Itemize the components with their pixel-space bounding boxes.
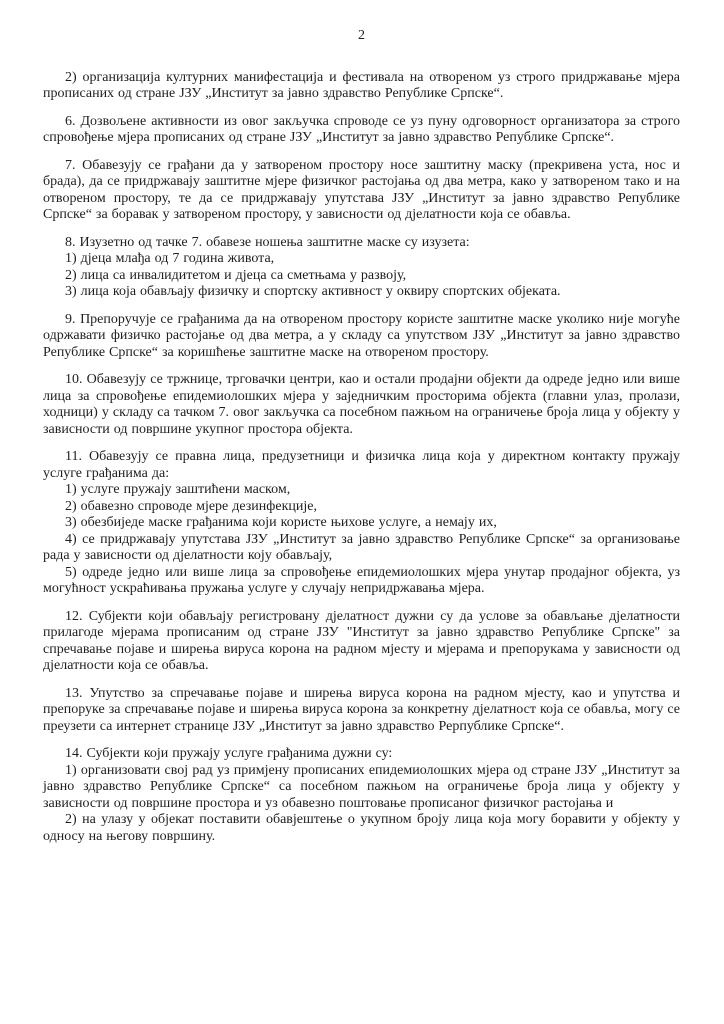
- paragraph-group: [43, 158, 680, 224]
- paragraph: 2) обавезно спроводе мјере дезинфекције,: [65, 498, 317, 514]
- paragraph: 14. Субјекти који пружају услуге грађанима дужни су:: [65, 746, 393, 761]
- paragraph-group: [43, 372, 680, 438]
- paragraph: 10. Обавезују се тржнице, трговачки центри, као и остали продајни објекти да одреде једно или више лица за спровођење епидемиолошких мјера у заједничким просторима објекта (главни улаз, пролази, ходници) у складу са тачком 7. овог закључка са посебном пажњом на ограничење броја лица у објекту у зависности од површине укупног простора објекта.: [43, 372, 680, 437]
- paragraph: 12. Субјекти који обављају регистровану дјелатност дужни су да услове за обављање дјелатности прилагоде мјерама прописаним од стране ЈЗУ "Институт за јавно здравство Републике Српске" за спречавање појаве и ширења вируса корона на радном мјесту и мјерама и препорукама у зависности од дјелатности која се обавља.: [43, 608, 680, 673]
- document-content: [43, 28, 680, 856]
- paragraph: 13. Упутство за спречавање појаве и ширења вируса корона на радном мјесту, као и упутства и препоруке за спречавање појаве и ширења вируса корона за конкретну дјелатност која се обавља, могу се преузети са интернет странице ЈЗУ „Институт за јавно здравство Рерпублике Српске“.: [43, 685, 680, 734]
- paragraph: 6. Дозвољене активности из овог закључка спроводе се уз пуну одговорност организатора за строго спровођење мјера прописаних од стране ЈЗУ „Институт за јавно здравство Републике Српске“.: [43, 113, 680, 145]
- paragraph: 2) лица са инвалидитетом и дјеца са сметњама у развоју,: [65, 267, 407, 283]
- paragraph: 7. Обавезују се грађани да у затвореном простору носе заштитну маску (прекривена уста, нос и брада), да се придржавају заштитне мјере физичког растојања од два метра, како у затвореном тако и на отвореном простору, те да се придржавају упутстава ЈЗУ „Институт за јавно здравство Републике Српске“ за боравак у затвореном простору, у зависности од дјелатности која се обавља.: [43, 157, 680, 222]
- document-body: [43, 70, 680, 846]
- page-number: 2: [358, 28, 365, 43]
- paragraph-group: [43, 449, 680, 598]
- paragraph-group: [43, 235, 680, 301]
- paragraph: 1) услуге пружају заштићени маском,: [65, 482, 291, 497]
- paragraph: 2) на улазу у објекат поставити обавјештење о укупном броју лица која могу боравити у објекту у односу на његову површину.: [43, 812, 680, 844]
- paragraph: 1) организовати свој рад уз примјену прописаних епидемиолошких мјера од стране ЈЗУ „Институт за јавно здравство Републике Српске“ са посебном пажњом на ограничење броја лица у објекту у зависности од површине простора и уз обавезно поштовање прописаног физичког растојања и: [43, 762, 680, 811]
- paragraph: 1) дјеца млађа од 7 година живота,: [65, 251, 275, 266]
- paragraph-group: [43, 312, 680, 362]
- paragraph: 9. Препоручује се грађанима да на отвореном простору користе заштитне маске уколико није могуће одржавати физичко растојање од два метра, а у складу са упутством ЈЗУ „Институт за јавно здравство Републике Српске“ за коришћење заштитне маске на отвореном простору.: [43, 311, 680, 360]
- paragraph-group: [43, 609, 680, 675]
- paragraph: 5) одреде једно или више лица за спровођење епидемиолошких мјера унутар продајног објекта, уз могућност ускраћивања пружања услуге у случају непридржавања мјера.: [43, 564, 680, 596]
- paragraph-group: [43, 114, 680, 147]
- paragraph-group: [43, 70, 680, 103]
- paragraph-group: [43, 686, 680, 736]
- paragraph: 2) организација културних манифестација и фестивала на отвореном уз строго придржавање мјера прописаних од стране ЈЗУ „Институт за јавно здравство Републике Српске“.: [43, 69, 680, 101]
- paragraph: 3) обезбиједе маске грађанима који користе њихове услуге, а немају их,: [65, 515, 497, 530]
- paragraph: 4) се придржавају упутстава ЈЗУ „Институт за јавно здравство Републике Српске“ за организовање рада у зависности од дјелатности коју обављају,: [43, 531, 680, 563]
- paragraph-group: [43, 746, 680, 845]
- paragraph: 8. Изузетно од тачке 7. обавезе ношења заштитне маске су изузета:: [65, 234, 470, 250]
- paragraph: 3) лица која обављају физичку и спортску активност у оквиру спортских објеката.: [65, 284, 561, 299]
- paragraph: 11. Обавезују се правна лица, предузетници и физичка лица која у директном контакту пружају услуге грађанима да:: [43, 449, 680, 481]
